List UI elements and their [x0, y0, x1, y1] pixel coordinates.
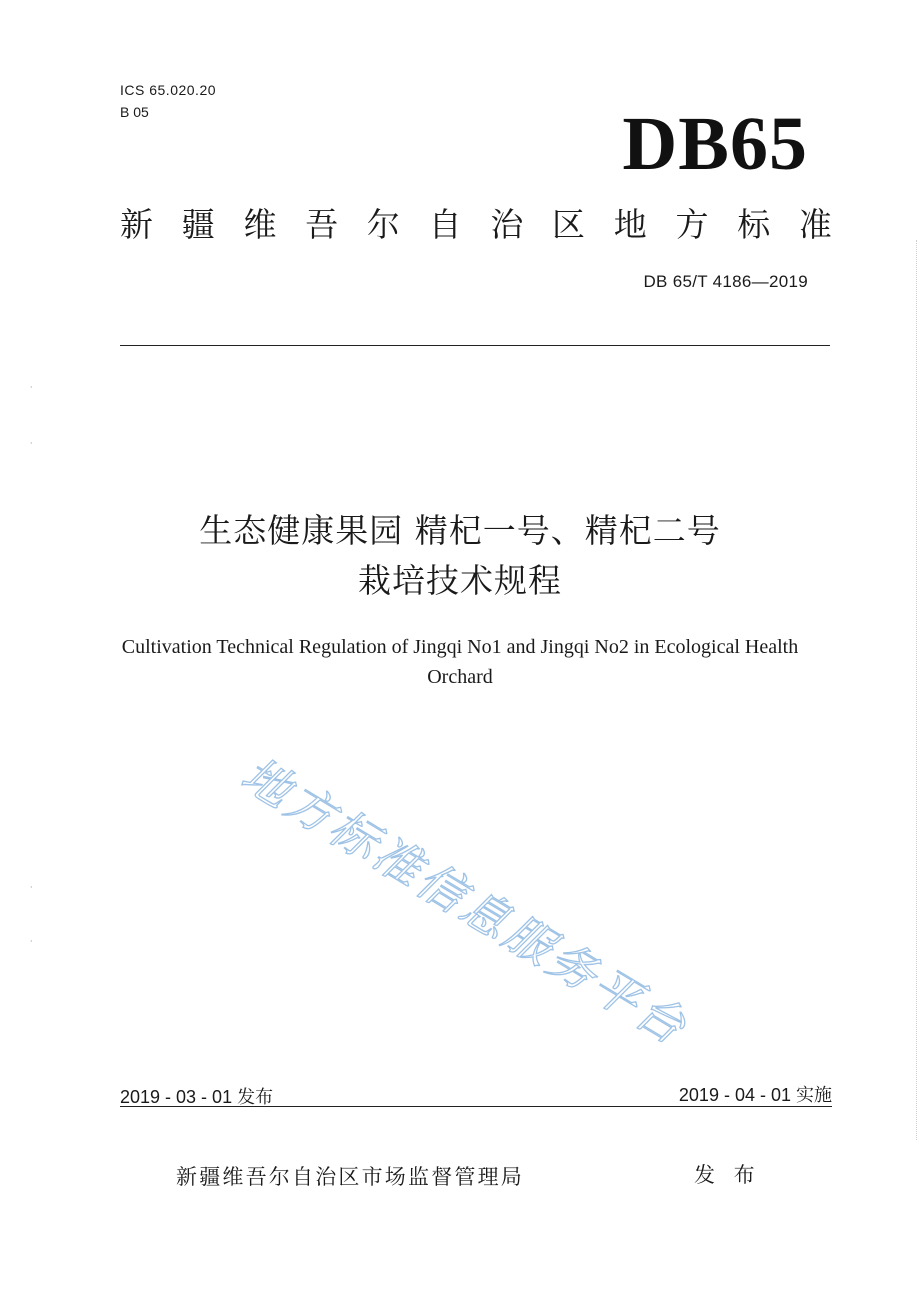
standard-type-char: 维	[243, 205, 277, 244]
standard-type-char: 准	[798, 205, 832, 244]
document-title-en	[60, 632, 860, 692]
issuing-authority: 新疆维吾尔自治区市场监督管理局	[176, 1165, 524, 1189]
watermark-text: 地方标准信息服务平台	[231, 747, 698, 1057]
implement-date-value: 2019 - 04 - 01	[678, 1085, 791, 1105]
title-en-line: Cultivation Technical Regulation of Jingqi No1 and Jingqi No2 in Ecological Health	[121, 636, 799, 658]
standard-type-char: 地	[613, 205, 647, 244]
standard-type-char: 自	[428, 205, 462, 244]
footer-divider	[120, 1106, 832, 1107]
issue-date-suffix: 发布	[237, 1087, 274, 1108]
watermark	[224, 744, 784, 1074]
issue-label: 发 布	[694, 1163, 761, 1187]
standard-type-char: 标	[737, 205, 771, 244]
scan-edge	[916, 240, 919, 1140]
scan-speck: ·	[30, 383, 33, 392]
scan-speck: ·	[30, 883, 33, 892]
document-title-cn	[60, 506, 860, 606]
ccs-code: B 05	[120, 104, 149, 120]
standard-type-char: 方	[675, 205, 709, 244]
implement-date-suffix: 实施	[796, 1085, 832, 1106]
standard-number: DB 65/T 4186—2019	[643, 272, 808, 291]
title-cn-line: 生态健康果园 精杞一号、精杞二号	[199, 511, 721, 550]
standard-type-heading	[120, 202, 832, 248]
issue-date-value: 2019 - 03 - 01	[120, 1087, 233, 1107]
standard-mark: DB65	[622, 102, 808, 186]
header-divider	[120, 345, 830, 346]
ics-code: ICS 65.020.20	[120, 82, 217, 98]
standard-type-char: 吾	[305, 205, 339, 244]
standard-type-char: 疆	[181, 205, 215, 244]
standard-type-char: 区	[552, 205, 586, 244]
standard-type-char: 尔	[366, 205, 400, 244]
scan-speck: ·	[30, 937, 33, 946]
scan-speck: ·	[30, 439, 33, 448]
title-en-line: Orchard	[427, 666, 493, 688]
title-cn-line: 栽培技术规程	[358, 561, 562, 600]
standard-type-char: 新	[120, 205, 153, 244]
implement-date	[679, 1082, 832, 1109]
standard-type-char: 治	[490, 205, 524, 244]
